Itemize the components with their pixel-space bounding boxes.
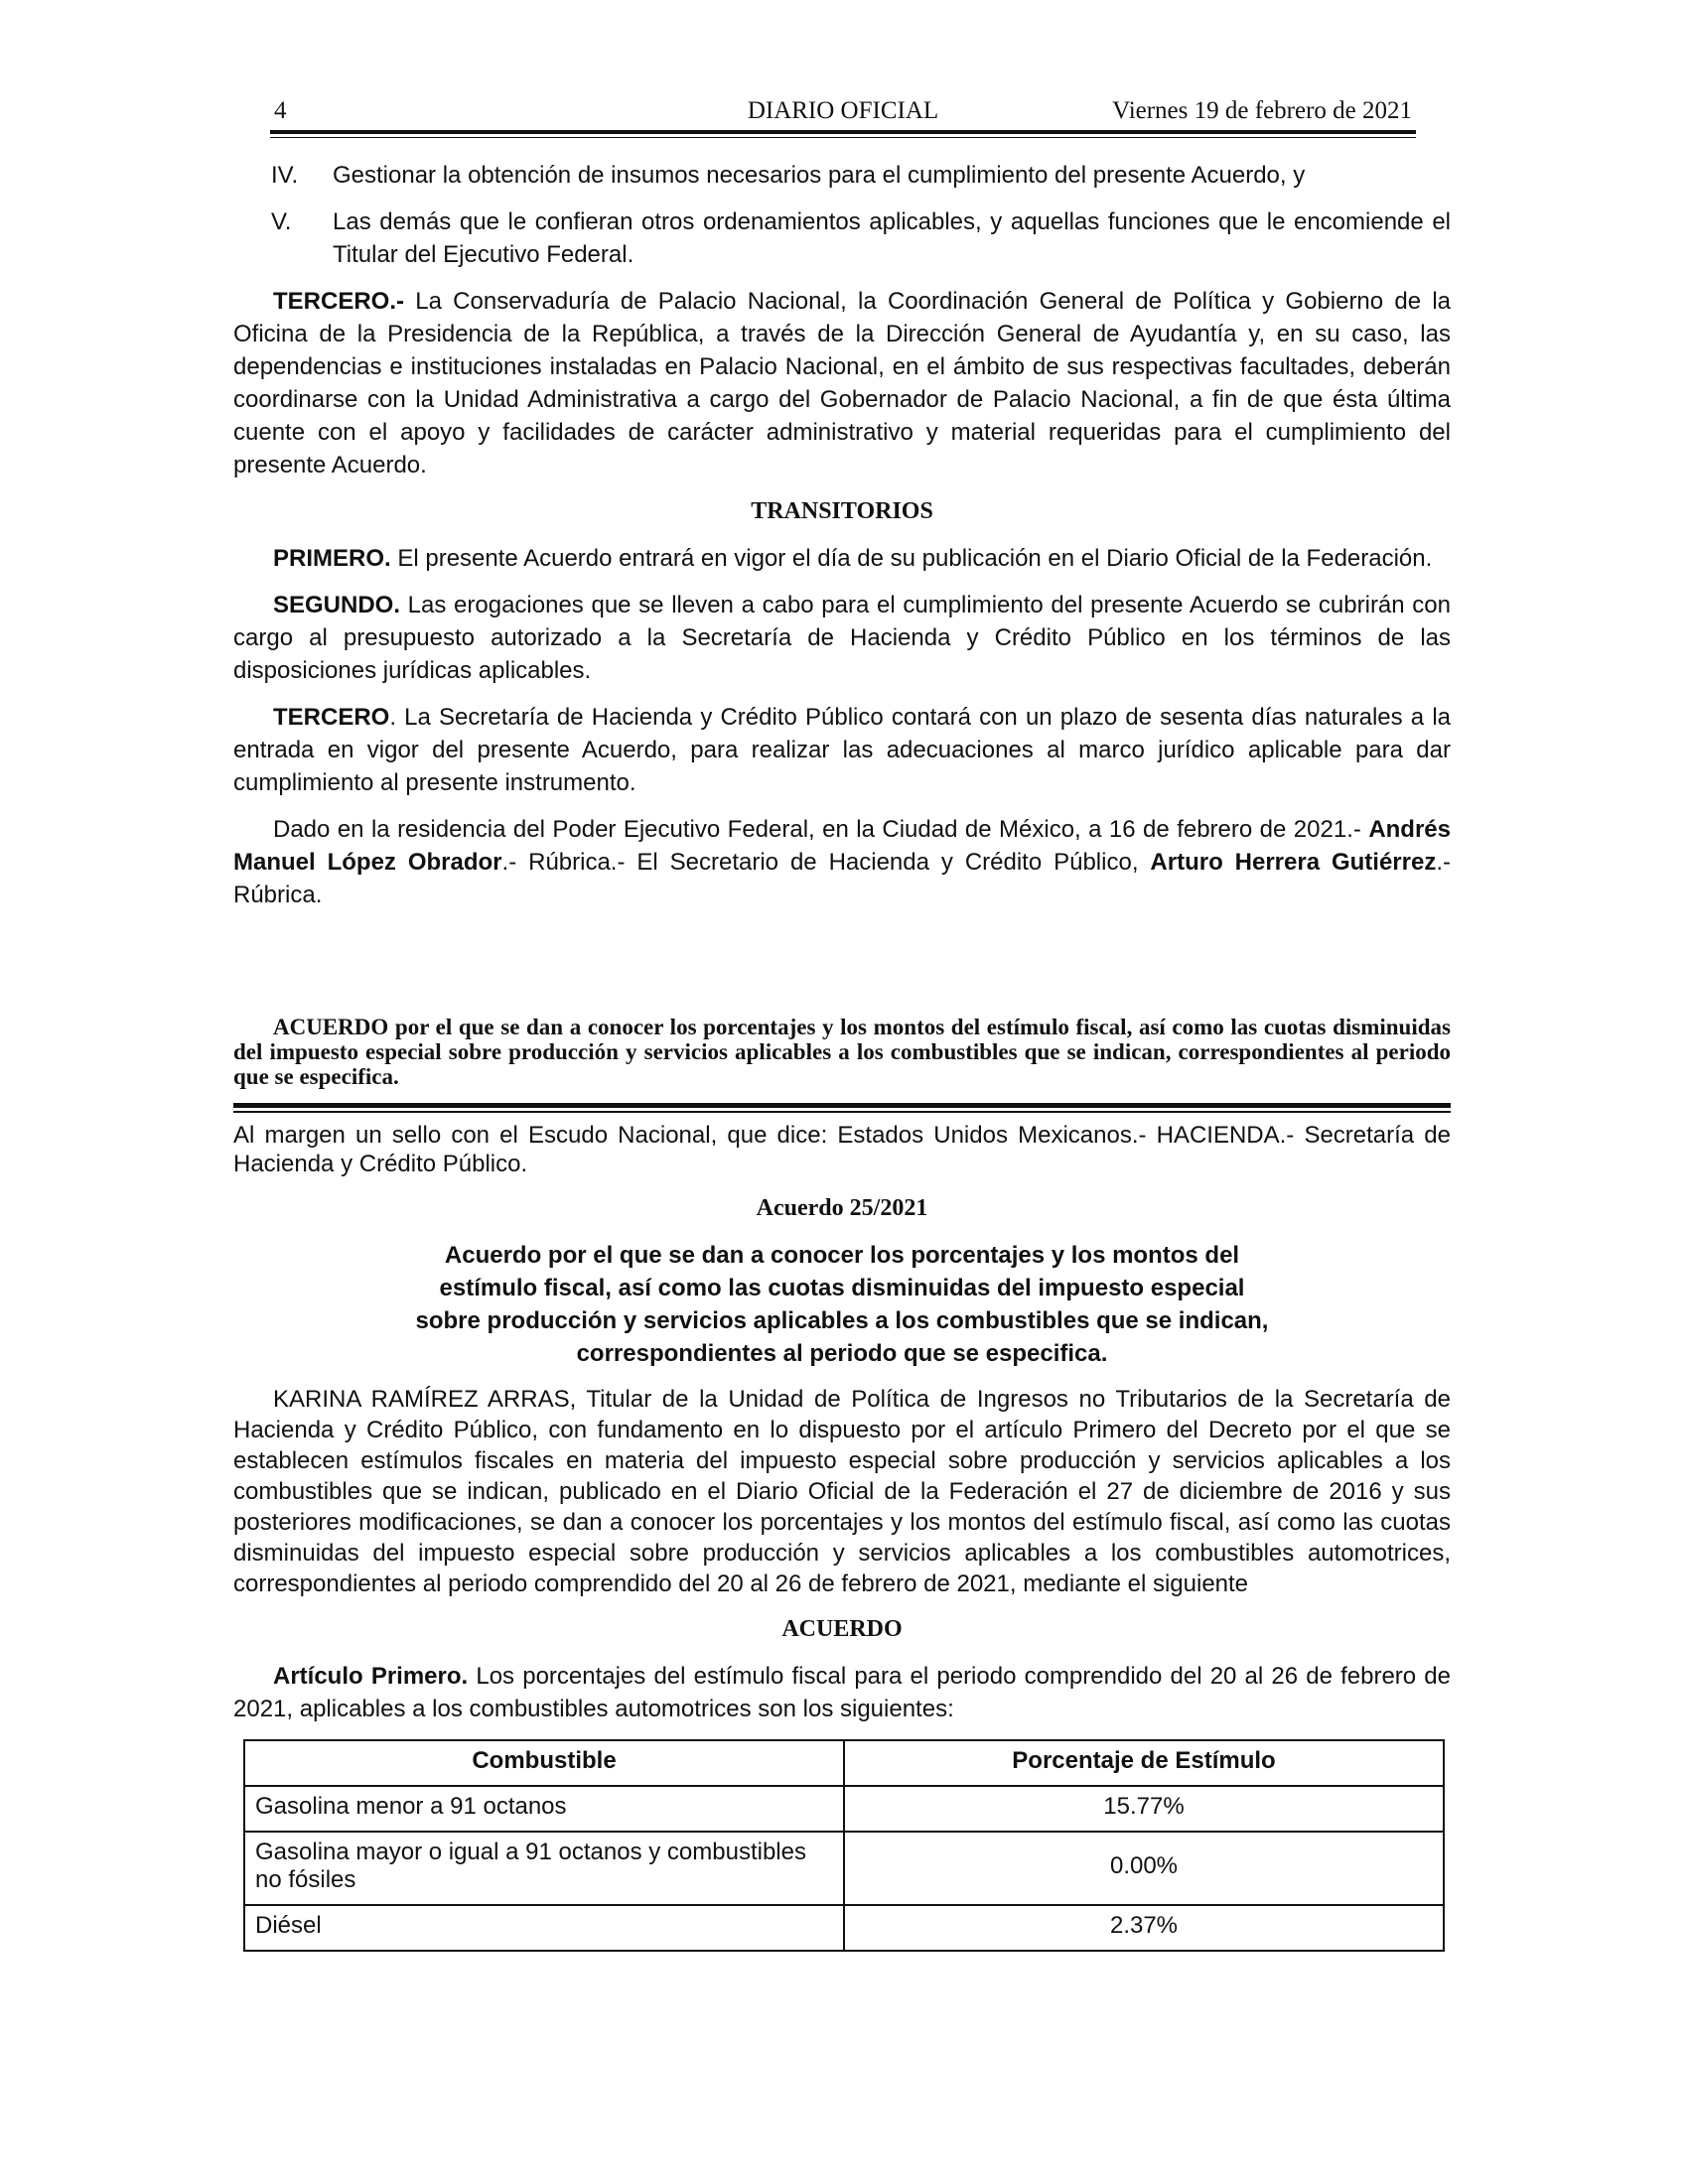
acuerdo-section-title: ACUERDO por el que se dan a conocer los porcentajes y los montos del estímulo fiscal, así como las cuotas disminuidas del impuesto especial sobre producción y servicios aplicables a los combustibles que se indican, correspondientes al periodo que se especifica. xyxy=(233,1015,1451,1089)
header-rule-thin xyxy=(270,137,1416,138)
publication-date: Viernes 19 de febrero de 2021 xyxy=(1112,97,1412,124)
primero-label: PRIMERO. xyxy=(273,545,391,572)
primero-text: El presente Acuerdo entrará en vigor el día de su publicación en el Diario Oficial de la Federación. xyxy=(390,545,1433,572)
signature-middle: .- Rúbrica.- El Secretario de Hacienda y Crédito Público, xyxy=(501,849,1151,876)
fuel-cell: Gasolina menor a 91 octanos xyxy=(244,1786,844,1832)
acuerdo-number: Acuerdo 25/2021 xyxy=(756,1195,928,1221)
page-header xyxy=(270,95,1416,131)
table-header-row xyxy=(244,1740,1444,1786)
list-item xyxy=(233,205,1451,271)
acuerdo-body: KARINA RAMÍREZ ARRAS, Titular de la Unidad de Política de Ingresos no Tributarios de la Secretaría de Hacienda y Crédito Público, con fundamento en lo dispuesto por el artículo Primero del Decreto por el que se establecen estímulos fiscales en materia del impuesto especial sobre producción y servicios aplicables a los combustibles que se indican, publicado en el Diario Oficial de la Federación el 27 de diciembre de 2016 y sus posteriores modificaciones, se dan a conocer los porcentajes y los montos del estímulo fiscal, así como las cuotas disminuidas del impuesto especial sobre producción y servicios aplicables a los combustibles automotrices, correspondientes al periodo comprendido del 20 al 26 de febrero de 2021, mediante el siguiente xyxy=(233,1386,1451,1597)
transitorios-heading: TRANSITORIOS xyxy=(751,498,933,524)
table-row xyxy=(244,1786,1444,1832)
tercero-label: TERCERO.- xyxy=(273,288,404,315)
acuerdo-subtitle: Acuerdo por el que se dan a conocer los porcentajes y los montos del estímulo fiscal, así como las cuotas disminuidas del impuesto especial sobre producción y servicios aplicables a los combustibles que se indican, correspondientes al periodo que se especifica. xyxy=(415,1242,1269,1367)
articulo-primero-paragraph xyxy=(233,1660,1451,1725)
tercero-transitorio-text: . La Secretaría de Hacienda y Crédito Público contará con un plazo de sesenta días naturales a la entrada en vigor del presente Acuerdo, para realizar las adecuaciones al marco jurídico aplicable para dar cumplimiento al presente instrumento. xyxy=(233,704,1451,796)
segundo-text: Las erogaciones que se lleven a cabo para el cumplimiento del presente Acuerdo se cubrirán con cargo al presupuesto autorizado a la Secretaría de Hacienda y Crédito Público en los términos de las disposiciones jurídicas aplicables. xyxy=(233,592,1451,684)
page-number: 4 xyxy=(274,97,287,124)
signer-president: Andrés Manuel López Obrador xyxy=(233,816,1451,876)
section-double-rule xyxy=(233,1103,1451,1113)
fuel-cell: Diésel xyxy=(244,1905,844,1951)
articulo-primero-text: Los porcentajes del estímulo fiscal para el periodo comprendido del 20 al 26 de febrero de 2021, aplicables a los combustibles automotrices son los siguientes: xyxy=(233,1663,1451,1722)
header-rule xyxy=(270,130,1416,134)
percentage-cell: 2.37% xyxy=(844,1905,1444,1951)
table-row xyxy=(244,1905,1444,1951)
column-header: Porcentaje de Estímulo xyxy=(844,1740,1444,1786)
signature-intro: Dado en la residencia del Poder Ejecutivo Federal, en la Ciudad de México, a 16 de febrero de 2021.- xyxy=(273,816,1361,843)
primero-paragraph xyxy=(233,542,1451,575)
list-number: V. xyxy=(271,208,292,235)
acuerdo-heading: ACUERDO xyxy=(781,1616,903,1642)
column-header: Combustible xyxy=(244,1740,844,1786)
table-row xyxy=(244,1832,1444,1905)
page-content xyxy=(233,159,1451,1952)
publication-title: DIARIO OFICIAL xyxy=(747,97,939,124)
signer-secretary: Arturo Herrera Gutiérrez xyxy=(1150,849,1437,876)
list-text: Gestionar la obtención de insumos necesarios para el cumplimiento del presente Acuerdo, y xyxy=(333,162,1306,189)
tercero-text: La Conservaduría de Palacio Nacional, la Coordinación General de Política y Gobierno de la Oficina de la Presidencia de la República, a través de la Dirección General de Ayudantía y, en su caso, las dependencias e instituciones instaladas en Palacio Nacional, en el ámbito de sus respectivas facultades, deberán coordinarse con la Unidad Administrativa a cargo del Gobernador de Palacio Nacional, a fin de que ésta última cuente con el apoyo y facilidades de carácter administrativo y material requeridas para el cumplimiento del presente Acuerdo. xyxy=(233,288,1451,478)
articulo-primero-label: Artículo Primero. xyxy=(273,1663,469,1690)
list-number: IV. xyxy=(271,162,299,189)
signature-end: .- Rúbrica. xyxy=(233,849,1452,908)
segundo-paragraph xyxy=(233,589,1451,687)
stimulus-table xyxy=(243,1739,1445,1952)
fuel-cell: Gasolina mayor o igual a 91 octanos y combustibles no fósiles xyxy=(244,1832,844,1905)
tercero-transitorio-paragraph xyxy=(233,701,1451,799)
signature-paragraph xyxy=(233,813,1451,911)
percentage-cell: 0.00% xyxy=(844,1832,1444,1905)
list-item xyxy=(233,159,1451,192)
tercero-transitorio-label: TERCERO xyxy=(273,704,390,731)
tercero-paragraph xyxy=(233,285,1451,481)
segundo-label: SEGUNDO. xyxy=(273,592,401,618)
percentage-cell: 15.77% xyxy=(844,1786,1444,1832)
margin-note: Al margen un sello con el Escudo Nacional, que dice: Estados Unidos Mexicanos.- HACIENDA.- Secretaría de Hacienda y Crédito Público. xyxy=(233,1122,1451,1177)
list-text: Las demás que le confieran otros ordenamientos aplicables, y aquellas funciones que le encomiende el Titular del Ejecutivo Federal. xyxy=(333,208,1451,268)
